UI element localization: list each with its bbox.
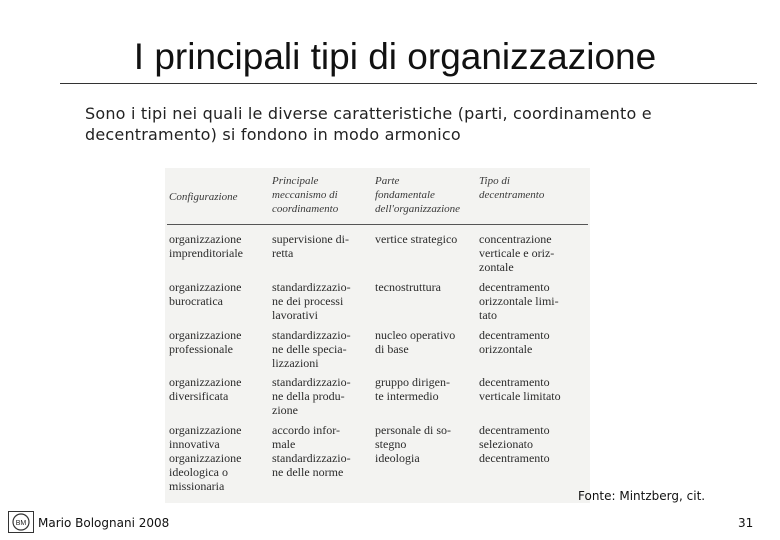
table-cell: standardizzazio- ne dei processi lavorativi — [272, 280, 351, 323]
table-cell: concentrazione verticale e oriz- zontale — [479, 232, 555, 275]
table-cell: organizzazione ideologica o missionaria — [169, 451, 242, 494]
table-cell: tecnostruttura — [375, 280, 441, 294]
table-cell: decentramento orizzontale limi- tato — [479, 280, 559, 323]
author-logo-icon — [8, 511, 34, 533]
footer-author: Mario Bolognani 2008 — [38, 516, 170, 530]
table-cell: organizzazione innovativa — [169, 423, 242, 452]
header-parte: Parte fondamentale dell'organizzazione — [375, 175, 461, 215]
table-cell: decentramento verticale limitato — [479, 375, 561, 404]
logo-text: BM — [15, 520, 27, 527]
page-number: 31 — [738, 516, 754, 530]
title-divider — [60, 83, 757, 84]
table-cell: organizzazione diversificata — [169, 375, 242, 404]
table-cell: organizzazione professionale — [169, 328, 242, 357]
table-cell: gruppo dirigen- te intermedio — [375, 375, 450, 404]
source-note: Fonte: Mintzberg, cit. — [578, 489, 706, 503]
table-cell: standardizzazio- ne delle norme — [272, 451, 351, 480]
table-cell: decentramento orizzontale — [479, 328, 550, 357]
table-cell: nucleo operativo di base — [375, 328, 456, 357]
header-decentramento: Tipo di decentramento — [479, 175, 545, 201]
slide-title: I principali tipi di organizzazione — [133, 36, 657, 77]
table-cell: vertice strategico — [375, 232, 458, 246]
table-cell: organizzazione imprenditoriale — [169, 232, 243, 261]
header-meccanismo: Principale meccanismo di coordinamento — [272, 175, 339, 215]
table-cell: decentramento selezionato — [479, 423, 550, 452]
slide-subtitle: Sono i tipi nei quali le diverse caratteristiche (parti, coordinamento e decentramento) si fondono in modo armonico — [85, 104, 652, 144]
table-cell: standardizzazio- ne delle specia- lizzazioni — [272, 328, 351, 371]
table-cell: ideologia — [375, 451, 420, 465]
configurations-table — [165, 168, 590, 503]
table-cell: supervisione di- retta — [272, 232, 349, 261]
table-cell: personale di so- stegno — [375, 423, 451, 452]
table-cell: standardizzazio- ne della produ- zione — [272, 375, 351, 418]
table-cell: decentramento — [479, 451, 550, 465]
header-divider — [167, 224, 588, 225]
table-cell: organizzazione burocratica — [169, 280, 242, 309]
header-configurazione: Configurazione — [169, 191, 238, 203]
table-cell: accordo infor- male — [272, 423, 341, 452]
